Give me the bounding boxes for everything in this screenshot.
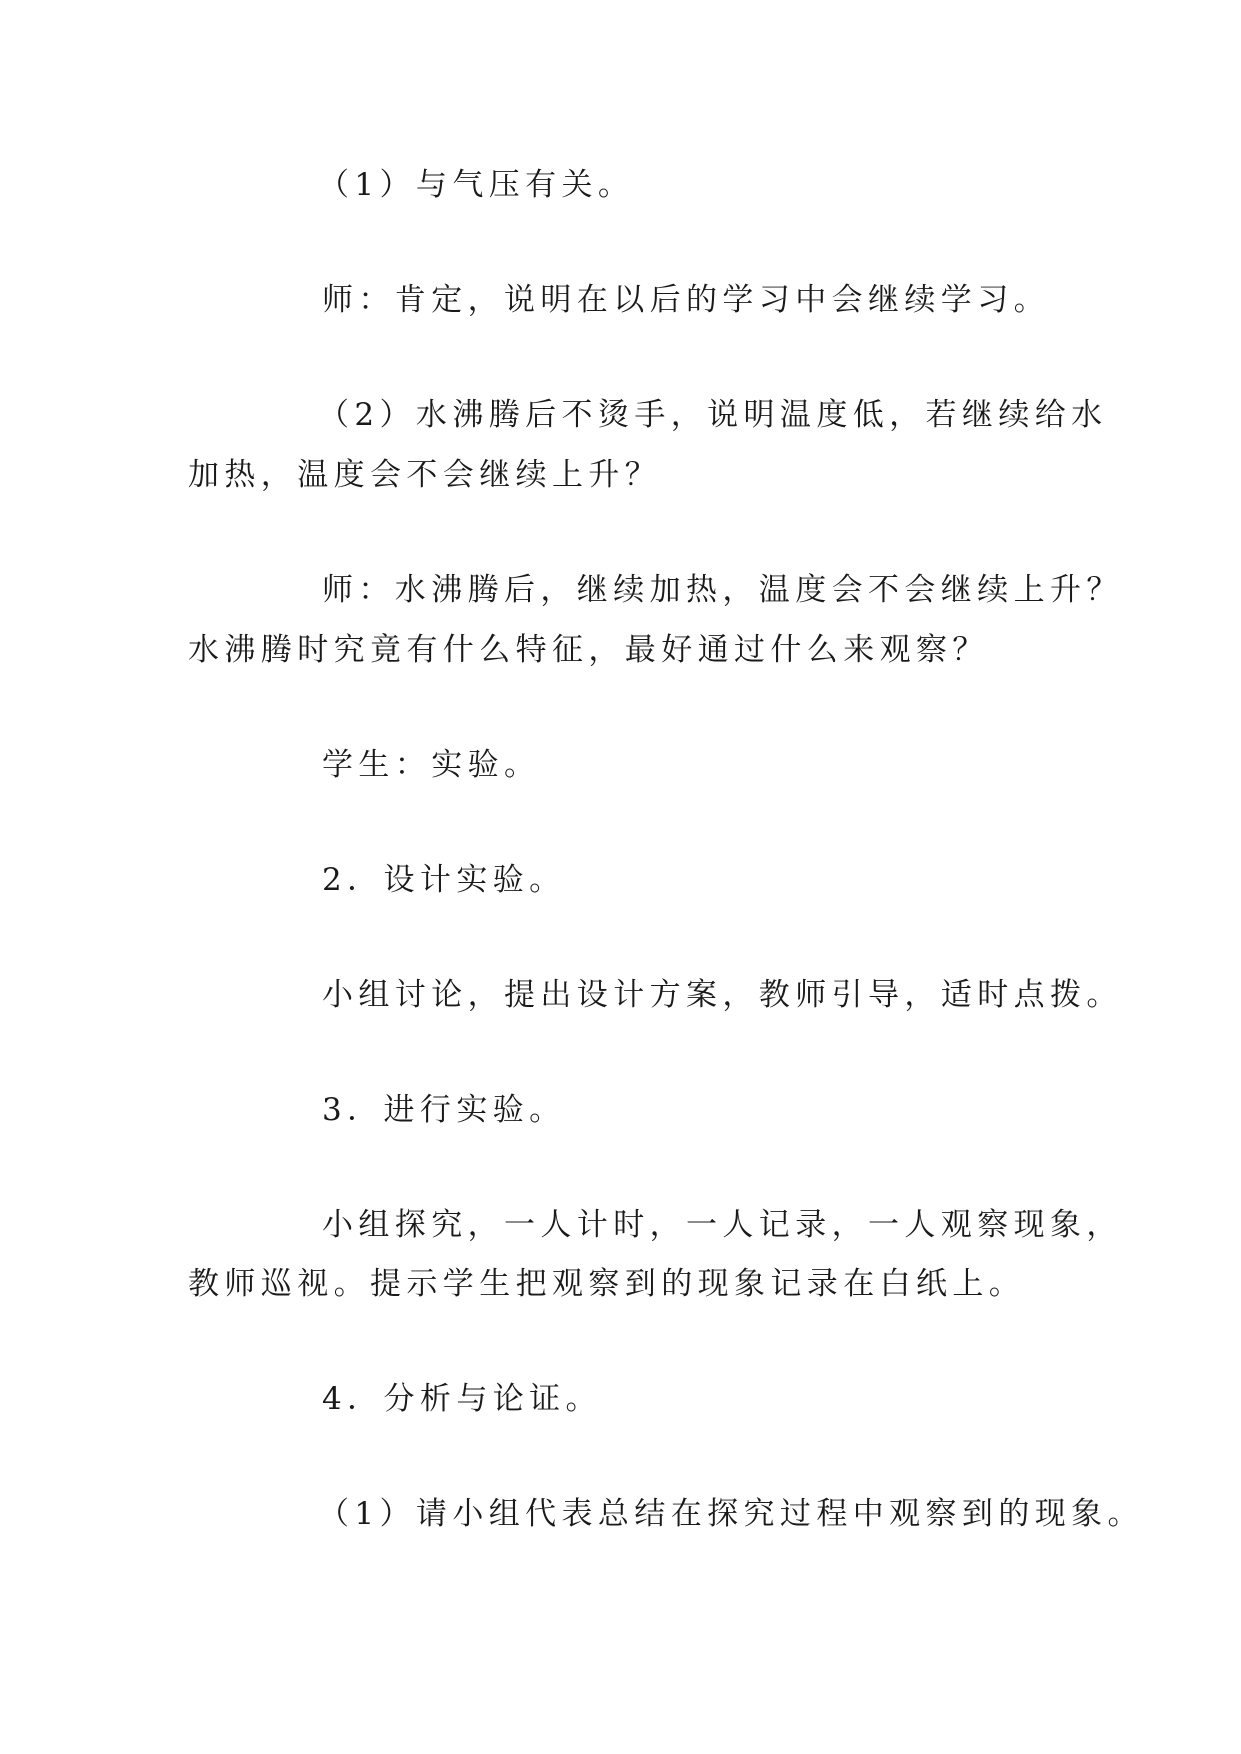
paragraph-teacher-affirm: 师：肯定，说明在以后的学习中会继续学习。 (322, 282, 1050, 318)
heading-conduct-experiment: 3．进行实验。 (322, 1092, 566, 1128)
paragraph-group-inquiry-line2: 教师巡视。提示学生把观察到的现象记录在白纸上。 (188, 1266, 1026, 1302)
paragraph-pressure: （1）与气压有关。 (318, 167, 635, 203)
heading-design-experiment: 2．设计实验。 (322, 862, 566, 898)
paragraph-group-discussion: 小组讨论，提出设计方案，教师引导，适时点拨。 (322, 977, 1123, 1013)
paragraph-question-2-line2: 加热，温度会不会继续上升？ (188, 457, 662, 493)
paragraph-teacher-question-line1: 师：水沸腾后，继续加热，温度会不会继续上升？ (322, 572, 1123, 608)
paragraph-teacher-question-line2: 水沸腾时究竟有什么特征，最好通过什么来观察？ (188, 632, 989, 668)
heading-analysis: 4．分析与论证。 (322, 1381, 602, 1417)
paragraph-summary-request: （1）请小组代表总结在探究过程中观察到的现象。 (318, 1496, 1144, 1532)
paragraph-student-answer: 学生：实验。 (322, 747, 541, 783)
paragraph-question-2-line1: （2）水沸腾后不烫手，说明温度低，若继续给水 (318, 397, 1108, 433)
paragraph-group-inquiry-line1: 小组探究，一人计时，一人记录，一人观察现象， (322, 1207, 1123, 1243)
